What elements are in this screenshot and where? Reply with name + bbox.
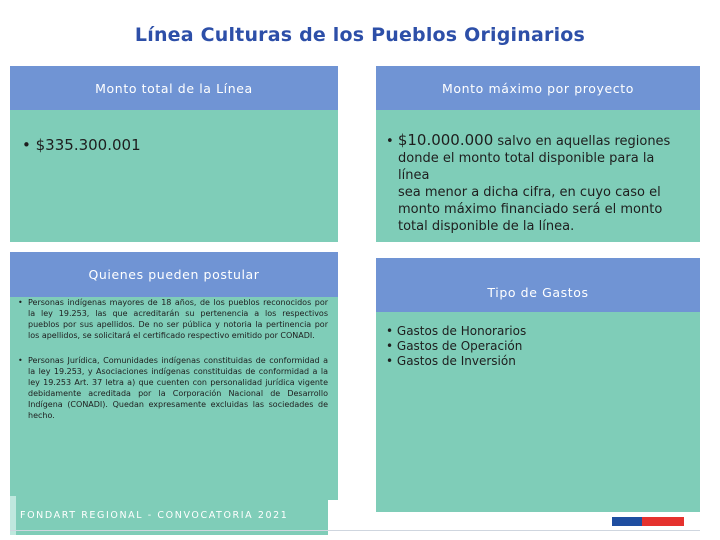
flag-red-segment [642, 517, 684, 526]
monto-maximo-line: sea menor a dicha cifra, en cuyo caso el [398, 185, 661, 200]
monto-maximo-body [376, 110, 700, 242]
gastos-body [376, 312, 700, 512]
bullet-icon: • [22, 136, 31, 154]
monto-maximo-amount: $10.000.000 [397, 131, 494, 149]
government-flag-logo [612, 517, 684, 526]
monto-maximo-line1 [386, 132, 688, 150]
gastos-header: Tipo de Gastos [376, 258, 700, 312]
list-item: • Personas Jurídica, Comunidades indígenas constituidas de conformidad a la ley 19.253, y Asociaciones indígenas constituidas de conformidad a la ley 19.253 Art. 37 letra a) que cuenten con personalidad jurídica vigente debidamente acreditada por la Corporación Nacional de Desarrollo Indígena (CONADI). Quedan expresamente excluidas las sociedades de hecho. [18, 356, 328, 420]
footer-text: FONDART REGIONAL - CONVOCATORIA 2021 [20, 510, 289, 521]
monto-total-body [10, 110, 338, 242]
monto-total-header: Monto total de la Línea [10, 66, 338, 110]
page-title: Línea Culturas de los Pueblos Originarios [134, 24, 586, 46]
quienes-body [10, 297, 338, 500]
monto-maximo-line: monto máximo financiado será el monto [398, 202, 663, 217]
bullet-icon: • [386, 339, 394, 353]
bullet-icon: • [18, 298, 23, 307]
list-item: • Personas indígenas mayores de 18 años, de los pueblos reconocidos por la ley 19.253, las que acreditarán su pertenencia a los respectivos pueblos por sus apellidos. De no ser pública y notoria la pertinencia por los apellidos, se solicitará el certificado respectivo emitido por CONADI. [18, 298, 328, 340]
quienes-header: Quienes pueden postular [10, 252, 338, 297]
quienes-card [10, 252, 338, 500]
gastos-card [376, 258, 700, 512]
flag-blue-segment [612, 517, 642, 526]
list-item: • Gastos de Operación [386, 339, 523, 353]
bullet-icon: • [386, 354, 394, 368]
bullet-icon: • [18, 356, 23, 365]
monto-total-card [10, 66, 338, 242]
bullet-icon: • [386, 324, 394, 338]
monto-maximo-text: salvo en aquellas regiones [497, 134, 671, 149]
monto-maximo-line: total disponible de la línea. [398, 219, 575, 234]
footer-divider [10, 530, 700, 531]
monto-maximo-card [376, 66, 700, 242]
monto-maximo-line: donde el monto total disponible para la línea [398, 151, 655, 183]
list-item: • Gastos de Inversión [386, 354, 516, 368]
monto-total-value: $335.300.001 [35, 136, 141, 154]
list-item: • Gastos de Honorarios [386, 324, 527, 338]
monto-maximo-header: Monto máximo por proyecto [376, 66, 700, 110]
bullet-icon: • [386, 134, 394, 149]
